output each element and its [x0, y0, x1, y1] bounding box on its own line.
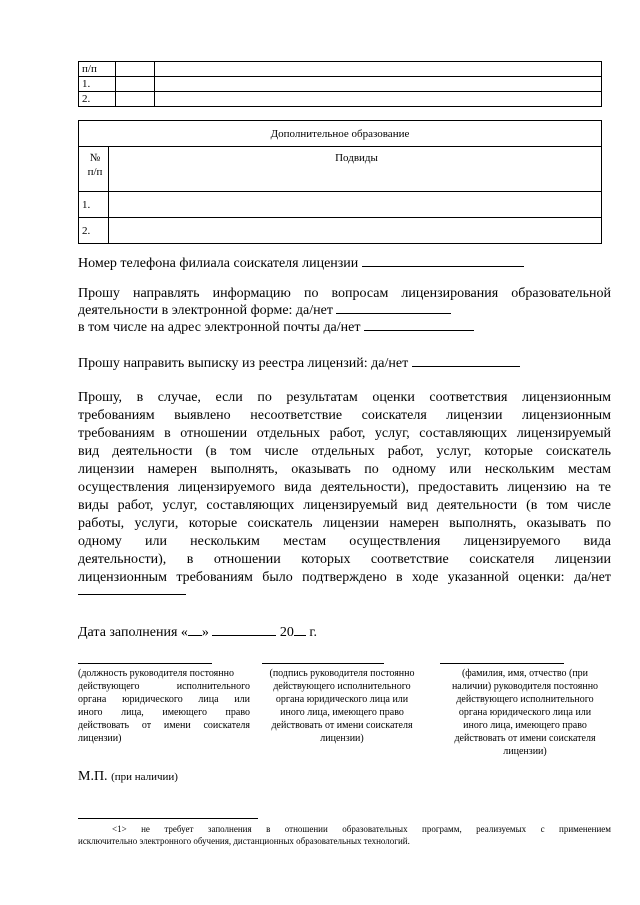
date-prefix: Дата заполнения «	[78, 625, 188, 640]
date-year-prefix: 20	[279, 625, 294, 640]
request-line: работы, услуги, которые соискатель лицензии намерен выполнять, оказывать по	[78, 516, 611, 531]
caption-line: действовать от имени соискателя	[271, 720, 413, 731]
signature-caption	[258, 667, 426, 745]
stamp-label: М.П.	[78, 769, 108, 784]
caption-line: действующего исполнительного	[273, 681, 411, 692]
table-cell	[116, 62, 155, 77]
electronic-line-2	[78, 302, 611, 319]
table-header-number	[79, 147, 109, 192]
request-answer-line	[78, 583, 611, 600]
programs-table-continued	[78, 61, 602, 107]
footnote-line-1: <1> не требует заполнения в отношении образовательных программ, реализуемых с применением	[112, 824, 611, 834]
electronic-line-1: Прошу направлять информацию по вопросам лицензирования образовательной	[78, 286, 611, 301]
stamp-line	[78, 768, 611, 786]
request-line: осуществления лицензируемого вида деятельности), предоставить лицензию на те	[78, 480, 611, 495]
stamp-note: (при наличии)	[111, 771, 178, 783]
signature-line[interactable]	[262, 663, 384, 664]
date-mid: »	[201, 625, 209, 640]
caption-line: лицензии)	[503, 746, 547, 757]
table-row	[79, 218, 602, 244]
caption-line: действовать от имени соискателя	[78, 720, 250, 731]
request-line: одному или нескольким местам осуществления лицензируемого вида	[78, 534, 611, 549]
table-row	[79, 62, 602, 77]
request-line: вид деятельности (в том числе отдельных работ, услуг, которые соискатель	[78, 444, 611, 459]
table-row	[79, 121, 602, 147]
caption-line: органа юридического лица или	[275, 694, 409, 705]
position-caption	[78, 667, 250, 745]
caption-line: действовать от имени соискателя	[454, 733, 596, 744]
caption-line: органа юридического лица или	[78, 694, 250, 705]
request-line: требованиям в отношении отдельных работ, услуг, составляющих лицензируемый	[78, 426, 611, 441]
table-cell	[109, 218, 602, 244]
footnote-line-2: исключительно электронного обучения, дистанционных образовательных технологий.	[78, 836, 410, 846]
date-day-blank[interactable]	[188, 624, 202, 636]
table-cell	[116, 77, 155, 92]
electronic-line-3	[78, 319, 611, 336]
phone-label: Номер телефона филиала соискателя лицензии	[78, 256, 359, 271]
request-answer-blank[interactable]	[78, 583, 186, 595]
table-cell	[155, 92, 602, 107]
position-signature-line[interactable]	[78, 663, 212, 664]
additional-education-table	[78, 120, 602, 244]
request-line: Прошу, в случае, если по результатам оценки соответствия лицензионным	[78, 390, 611, 405]
caption-line: наличии) руководителя постоянно	[451, 681, 599, 692]
header-number-sign: №	[89, 152, 101, 164]
name-caption	[440, 667, 610, 758]
extract-label: Прошу направить выписку из реестра лицензий: да/нет	[78, 356, 409, 371]
table-cell	[155, 62, 602, 77]
caption-line: органа юридического лица или	[458, 707, 592, 718]
table-cell: 2.	[79, 92, 116, 107]
request-line: лицензионным требованиям было подтверждено в ходе указанной оценки: да/нет	[78, 570, 611, 585]
table-row	[79, 92, 602, 107]
request-line: требованиям выявлено несоответствие соискателя лицензии лицензионным	[78, 408, 611, 423]
request-line: деятельности), в отношении которых соответствие соискателя лицензии	[78, 552, 611, 567]
caption-line: (должность руководителя постоянно	[78, 668, 234, 679]
caption-line: действующего исполнительного	[456, 694, 594, 705]
caption-line: лицензии)	[320, 733, 364, 744]
phone-line	[78, 255, 611, 272]
table-cell: 1.	[79, 77, 116, 92]
header-pp: п/п	[87, 166, 103, 178]
table-header-subtypes: Подвиды	[109, 147, 602, 192]
email-blank[interactable]	[364, 319, 474, 331]
table-row	[79, 147, 602, 192]
caption-line: (подпись руководителя постоянно	[269, 668, 415, 679]
table-title: Дополнительное образование	[79, 121, 602, 147]
date-month-blank[interactable]	[212, 624, 276, 636]
caption-line: действующего исполнительного	[78, 681, 250, 692]
table-cell: п/п	[79, 62, 116, 77]
table-cell: 2.	[79, 218, 109, 244]
electronic-form-blank[interactable]	[336, 302, 451, 314]
table-cell: 1.	[79, 192, 109, 218]
table-row	[79, 192, 602, 218]
request-line: лицензии намерен выполнять, оказывать по одному или нескольким местам	[78, 462, 611, 477]
caption-line: иного лица, имеющего право	[78, 707, 250, 718]
date-suffix: г.	[309, 625, 318, 640]
extract-blank[interactable]	[412, 355, 520, 367]
email-label: в том числе на адрес электронной почты да/нет	[78, 320, 361, 335]
name-signature-line[interactable]	[440, 663, 564, 664]
table-cell	[109, 192, 602, 218]
caption-line: лицензии)	[78, 733, 122, 744]
phone-blank[interactable]	[362, 255, 524, 267]
footnote-separator	[78, 818, 258, 819]
caption-line: (фамилия, имя, отчество (при	[461, 668, 589, 679]
request-line: виды работ, услуг, составляющих лицензируемый вид деятельности (в том числе	[78, 498, 611, 513]
extract-line	[78, 355, 611, 372]
caption-line: иного лица, имеющего право	[280, 707, 404, 718]
caption-line: иного лица, имеющего право	[463, 720, 587, 731]
electronic-form-label: деятельности в электронной форме: да/нет	[78, 303, 333, 318]
table-cell	[116, 92, 155, 107]
footnote	[78, 823, 611, 847]
table-cell	[155, 77, 602, 92]
table-row	[79, 77, 602, 92]
date-year-blank[interactable]	[294, 624, 306, 636]
date-line	[78, 624, 317, 641]
